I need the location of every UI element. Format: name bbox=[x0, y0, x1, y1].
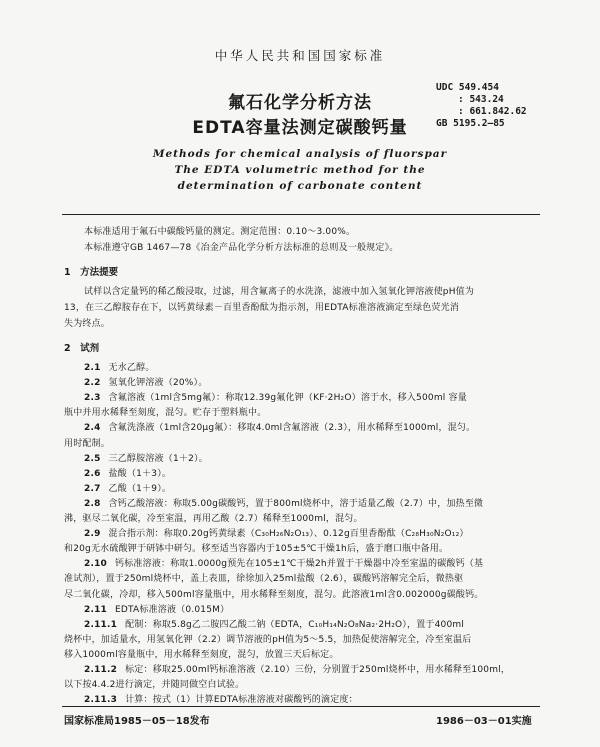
title-chinese-line2: EDTA容量法测定碳酸钙量 bbox=[192, 118, 408, 138]
reagent-item-text: 含钙乙酸溶液：称取5.00g碳酸钙，置于800ml烧杯中，溶于适量乙酸（2.7）中，加热至微 bbox=[108, 498, 484, 509]
reagent-item-line: 以下按4.4.2进行滴定，并随同做空白试验。 bbox=[64, 680, 245, 691]
title-english-line1: Methods for chemical analysis of fluorspar bbox=[152, 148, 448, 160]
reagent-item-line bbox=[84, 526, 469, 542]
reagent-item-number: 2.10 bbox=[84, 559, 108, 570]
reagent-item-text: 钙标准溶液：称取1.0000g预先在105±1℃干燥2h并置于干燥器中冷至室温的碳酸钙（基 bbox=[115, 559, 484, 570]
reagent-item-text: 盐酸（1＋3）。 bbox=[108, 468, 172, 479]
reagent-item-number: 2.7 bbox=[84, 483, 101, 494]
udc-code-1: UDC 549.454 bbox=[436, 82, 499, 93]
section-1-heading: 1 方法提要 bbox=[64, 267, 119, 278]
reagent-item-line bbox=[84, 481, 171, 497]
reagent-item-number: 2.3 bbox=[84, 393, 101, 404]
reagent-item-line bbox=[84, 662, 510, 678]
reagent-item-text: 乙酸（1＋9）。 bbox=[108, 483, 172, 494]
reagent-item-line: 移入1000ml容量瓶中，用水稀释至刻度，混匀，放置三天后标定。 bbox=[64, 649, 339, 660]
reagent-item-line bbox=[84, 602, 229, 618]
reagent-item-line: 用时配制。 bbox=[64, 438, 111, 449]
reagent-item-line: 沸，驱尽二氧化碳，冷至室温，再用乙酸（2.7）稀释至1000ml，混匀。 bbox=[64, 514, 363, 524]
reagent-item-number: 2.8 bbox=[84, 498, 101, 509]
reagent-item-line bbox=[84, 496, 483, 512]
issue-date: 国家标准局1985－05－18发布 bbox=[64, 716, 210, 727]
reagent-item-number: 2.1 bbox=[84, 363, 101, 373]
title-english-line3: determination of carbonate content bbox=[177, 180, 423, 192]
reagent-item-line bbox=[84, 617, 464, 633]
reagent-item-line bbox=[84, 556, 483, 572]
section-2-heading: 2 试剂 bbox=[64, 343, 100, 354]
section-1-line: 13，在三乙醇胺存在下，以钙黄绿素－百里香酚酞为指示剂，用EDTA标准溶液滴定至绿色荧光消 bbox=[64, 303, 460, 313]
reagent-item-text: 计算：按式（1）计算EDTA标准溶液对碳酸钙的滴定度： bbox=[125, 695, 358, 706]
reagent-item-text: EDTA标准溶液（0.015M） bbox=[115, 604, 230, 615]
reagent-item-line bbox=[84, 360, 155, 376]
reagent-item-number: 2.11.1 bbox=[84, 619, 118, 630]
reagent-item-line: 和20g无水硫酸钾于研钵中研匀。移至适当容器内于105±5℃干燥1h后，盛于磨口瓶中备用。 bbox=[64, 544, 449, 555]
reagent-item-text: 氢氧化钾溶液（20%）。 bbox=[108, 378, 208, 389]
title-english-line2: The EDTA volumetric method for the bbox=[174, 164, 426, 176]
reagent-item-line: 准试剂），置于250ml烧杯中，盖上表皿，徐徐加入25ml盐酸（2.6），碳酸钙溶解完全后，微热驱 bbox=[64, 574, 464, 585]
reagent-item-number: 2.6 bbox=[84, 468, 101, 479]
reagent-item-line: 尽二氧化碳，冷却，移入500ml容量瓶中，用水稀释至刻度，混匀。此溶液1ml含0.002000g碳酸钙。 bbox=[64, 589, 484, 600]
standard-publisher: 中华人民共和国国家标准 bbox=[214, 48, 386, 63]
reagent-item-line: 烧杯中，加适量水，用氢氧化钾（2.2）调节溶液的pH值为5～5.5，加热促使溶解完全，冷至室温后 bbox=[64, 634, 472, 645]
section-1-line: 失为终点。 bbox=[64, 319, 111, 329]
intro-compliance: 本标准遵守GB 1467—78《冶金产品化学分析方法标准的总则及一般规定》。 bbox=[84, 243, 399, 253]
reagent-item-number: 2.11.2 bbox=[84, 665, 118, 675]
header-divider bbox=[62, 214, 540, 215]
gb-code: GB 5195.2—85 bbox=[436, 118, 505, 129]
reagent-item-number: 2.5 bbox=[84, 453, 101, 464]
reagent-item-text: 配制：称取5.8g乙二胺四乙酸二钠（EDTA，C₁₀H₁₄N₂O₈Na₂·2H₂O），置于400ml bbox=[125, 619, 465, 630]
reagent-item-number: 2.9 bbox=[84, 529, 101, 540]
reagent-item-number: 2.4 bbox=[84, 423, 101, 434]
udc-code-3: : 661.842.62 bbox=[458, 106, 527, 117]
reagent-item-number: 2.2 bbox=[84, 378, 101, 389]
reagent-item-text: 无水乙醇。 bbox=[108, 363, 155, 373]
reagent-item-line bbox=[84, 375, 207, 391]
reagent-item-line bbox=[84, 451, 208, 467]
reagent-item-line bbox=[84, 390, 467, 406]
footer-divider bbox=[62, 706, 540, 707]
reagent-item-text: 含氟洗涤液（1ml含20μg氟）：移取4.0ml含氟溶液（2.3），用水稀释至1000ml，混匀。 bbox=[108, 423, 476, 434]
reagent-item-text: 含氟溶液（1ml含5mg氟）：称取12.39g氟化钾（KF·2H₂O）溶于水，移入500ml 容量 bbox=[108, 393, 467, 404]
reagent-item-number: 2.11.3 bbox=[84, 695, 118, 706]
implementation-date: 1986－03－01实施 bbox=[436, 716, 532, 727]
reagent-item-line bbox=[84, 466, 171, 482]
section-1-line: 试样以含定量钙的稀乙酸浸取，过滤，用含氟离子的水洗涤，滤液中加入氢氧化钾溶液使pH值为 bbox=[84, 287, 475, 297]
udc-code-2: : 543.24 bbox=[458, 94, 504, 105]
reagent-item-line: 瓶中并用水稀释至刻度，混匀。贮存于塑料瓶中。 bbox=[64, 408, 267, 419]
title-chinese-line1: 氟石化学分析方法 bbox=[228, 93, 372, 113]
reagent-item-number: 2.11 bbox=[84, 604, 108, 615]
reagent-item-text: 三乙醇胺溶液（1＋2）。 bbox=[108, 453, 208, 464]
reagent-item-text: 标定：移取25.00ml钙标准溶液（2.10）三份，分别置于250ml烧杯中，用水稀释至100ml， bbox=[125, 665, 511, 675]
reagent-item-text: 混合指示剂：称取0.20g钙黄绿素（C₃₀H₂₆N₂O₁₃）、0.12g百里香酚酞（C₂₈H₃₀N₂O₁₂） bbox=[108, 529, 469, 540]
intro-scope: 本标准适用于氟石中碳酸钙量的测定。测定范围：0.10～3.00%。 bbox=[84, 227, 356, 237]
reagent-item-line bbox=[84, 420, 475, 436]
